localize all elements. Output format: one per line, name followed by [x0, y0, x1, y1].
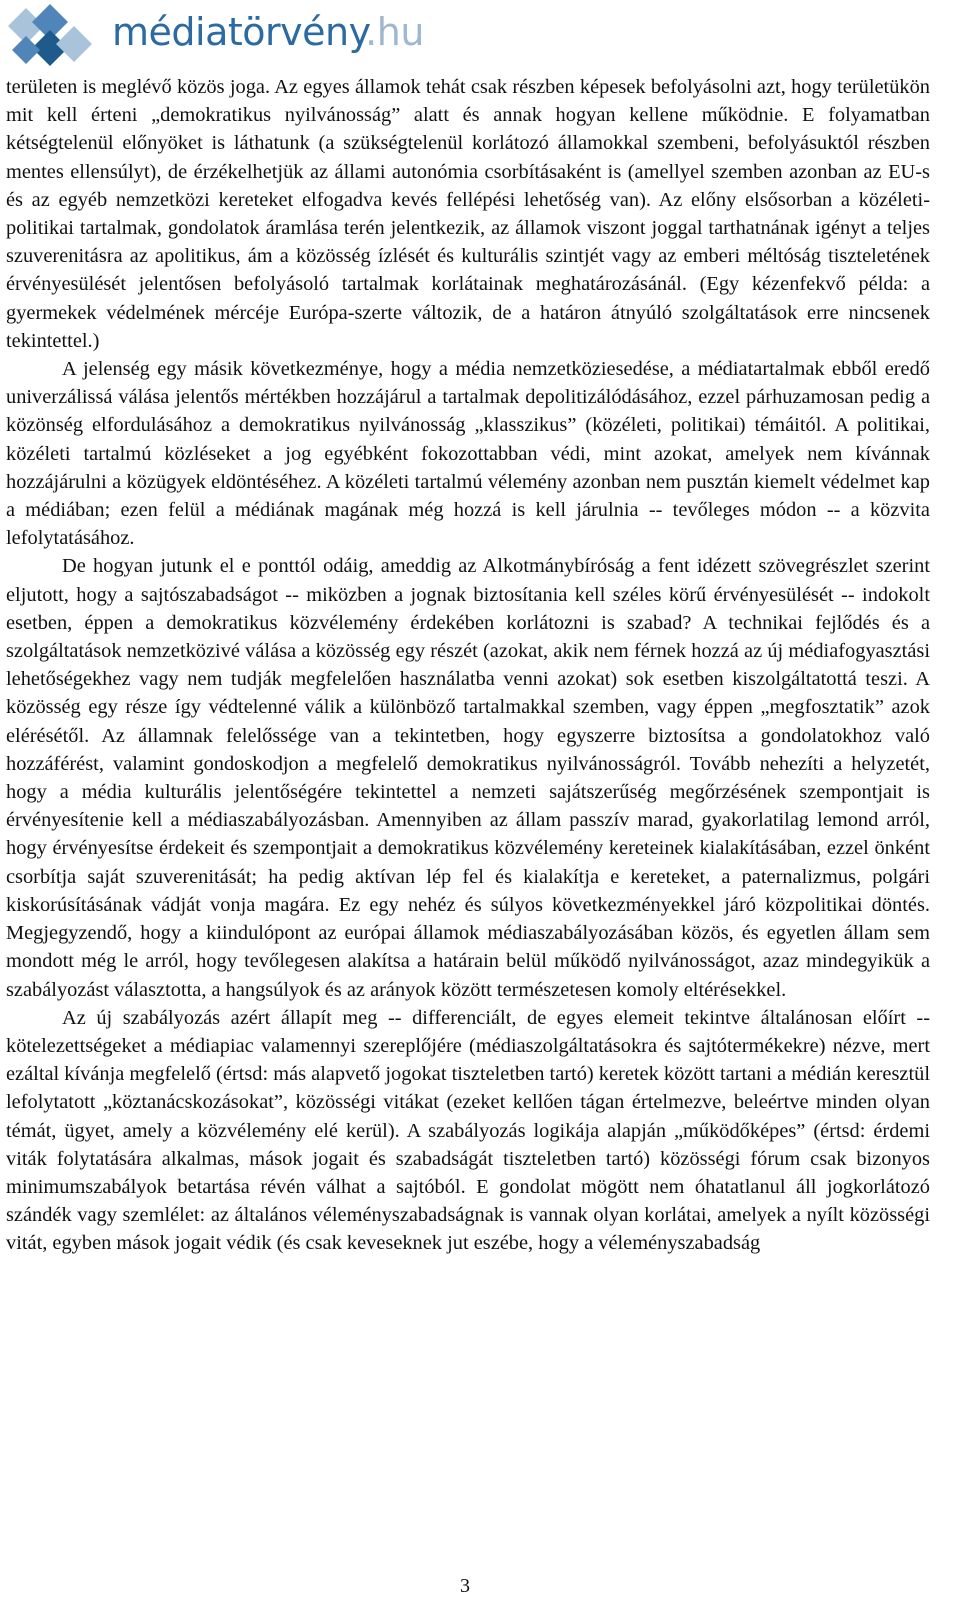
site-logo: [112, 10, 424, 54]
diamond-cluster-logo-icon: [4, 2, 104, 68]
logo-tld-text: .hu: [365, 10, 424, 54]
paragraph: De hogyan jutunk el e ponttól odáig, ameddig az Alkotmánybíróság a fent idézett szövegrészlet szerint eljutott, hogy a sajtószabadságot -- miközben a jognak biztosítania kell széles körű érvényesülését -- indokolt esetben, éppen a demokratikus közvélemény érdekében korlátozni is szabad? A technikai fejlődés és a szolgáltatások nemzetközivé válása a közösség egy részét (azokat, akik nem férnek hozzá az új médiafogyasztási lehetőségekhez vagy nem tudják megfelelően használatba venni azokat) sok esetben kiszolgáltatottá teszi. A közösség egy része így védtelenné válik a különböző tartalmakkal szemben, vagy éppen „megfosztatik” azok elérésétől. Az államnak felelőssége van a tekintetben, hogy egyszerre biztosítsa a gondolatokhoz való hozzáférést, valamint gondoskodjon a megfelelő demokratikus nyilvánosságról. Tovább nehezíti a helyzetét, hogy a média kulturális jelentőségére tekintettel a nemzeti sajátszerűség megőrzésének szempontjait is érvényesítenie kell a médiaszabályozásban. Amennyiben az állam passzív marad, gyakorlatilag lemond arról, hogy érvényesítse érdekeit és szempontjait a demokratikus közvélemény kereteinek kialakításában, ezzel önként csorbítja saját szuverenitását; ha pedig aktívan lép fel és kialakítja e kereteket, a paternalizmus, polgári kiskorúsításának vádját vonja magára. Ez egy nehéz és súlyos következményekkel járó közpolitikai döntés. Megjegyzendő, hogy a kiindulópont az európai államok médiaszabályozásában közös, és egyetlen állam sem mondott még le arról, hogy tevőlegesen alakítsa a határain belül működő nyilvánosságot, azaz mindegyikük a szabályozást választotta, a hangsúlyok és az arányok között természetesen komoly eltérésekkel.: [6, 555, 930, 1001]
page-header: [0, 0, 960, 70]
paragraph: Az új szabályozás azért állapít meg -- differenciált, de egyes elemeit tekintve általánosan előírt -- kötelezettségeket a médiapiac valamennyi szereplőjére (médiaszolgáltatásokra és sajtótermékekre) nézve, mert ezáltal kívánja megfelelő (értsd: más alapvető jogokat tiszteletben tartó) keretek között tartani a médián keresztül lefolytatott „köztanácskozásokat”, közösségi vitákat (ezeket kellően tágan értelmezve, beleértve minden olyan témát, ügyet, amely a közvélemény elé kerül). A szabályozás logikája alapján „működőképes” (értsd: érdemi viták folytatására alkalmas, mások jogait és szabadságát tiszteletben tartó) közösségi fórum csak bizonyos minimumszabályok betartása révén válhat a sajtóból. E gondolat mögött nem óhatatlanul áll jogkorlátozó szándék vagy szemlélet: az általános véleményszabadságnak is vannak olyan korlátai, amelyek a nyílt közösségi vitát, egyben mások jogait védik (és csak keveseknek jut eszébe, hogy a véleményszabadság: [6, 1006, 930, 1255]
paragraph-continuation: területen is meglévő közös joga. Az egyes államok tehát csak részben képesek befolyásolni azt, hogy területükön mit kell érteni „demokratikus nyilvánosság” alatt és annak hogyan kellene működnie. E folyamatban kétségtelenül előnyöket is láthatunk (a szükségtelenül korlátozó államokkal szembeni, befolyásuktól részben mentes ellensúlyt), de érzékelhetjük az állami autonómia csorbításaként is (amellyel szemben azonban az EU-s és az egyéb nemzetközi kereteket elfogadva kevés fellépési lehetőség van). Az előny elsősorban a közéleti-politikai tartalmak, gondolatok áramlása terén jelentkezik, az államok viszont joggal tarthatnának igényt a teljes szuverenitásra az apolitikus, ám a közösség ízlését és kulturális szintjét vagy az emberi méltóság tiszteletének érvényesülését jelentősen befolyásoló tartalmak korlátainak meghatározásánál. (Egy kézenfekvő példa: a gyermekek védelmének mércéje Európa-szerte változik, de a határon átnyúló szolgáltatások erre nincsenek tekintettel.): [6, 76, 930, 352]
logo-main-text: médiatörvény: [112, 10, 366, 54]
paragraph: A jelenség egy másik következménye, hogy a média nemzetköziesedése, a médiatartalmak ebből eredő univerzálissá válása jelentős mértékben hozzájárul a tartalmak depolitizálódásához, ezzel párhuzamosan pedig a közönség elfordulásához a demokratikus nyilvánosság „klasszikus” (közéleti, politikai) témáitól. A politikai, közéleti tartalmú közléseket a jog egyébként fokozottabban védi, mint azokat, amelyek nem kívánnak hozzájárulni a közügyek eldöntéséhez. A közéleti tartalmú vélemény azonban nem pusztán kiemelt védelmet kap a médiában; ezen felül a médiának magának még hozzá is kell járulnia -- tevőleges módon -- a közvita lefolytatásához.: [6, 358, 930, 550]
page-number: 3: [460, 1575, 470, 1597]
document-body: [6, 73, 930, 1258]
